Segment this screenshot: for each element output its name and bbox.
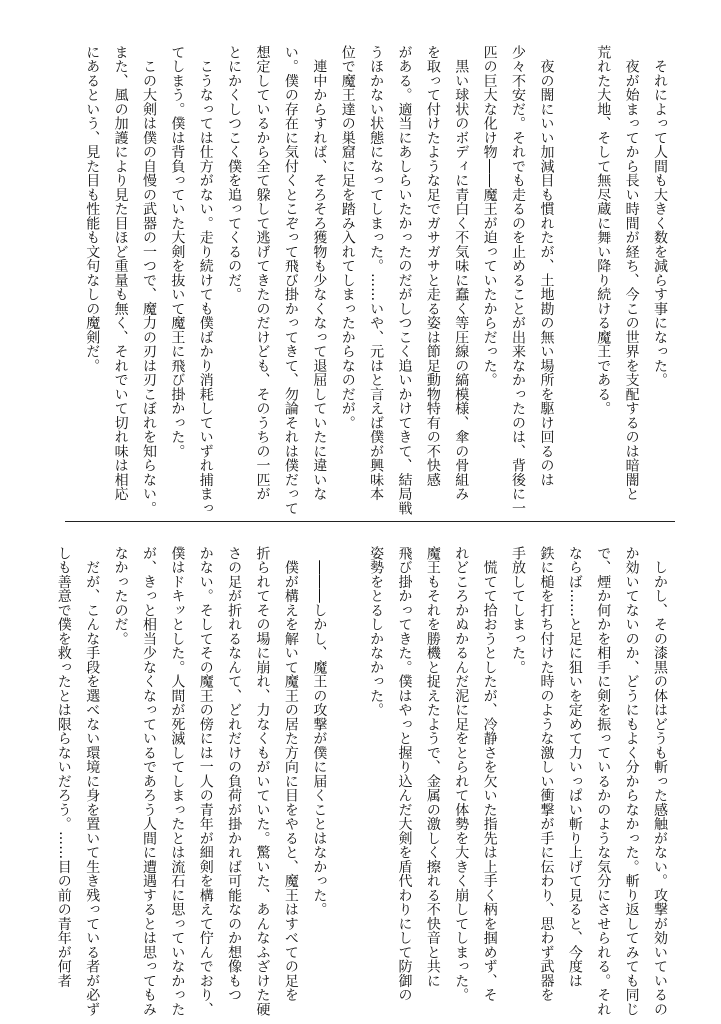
text-line: それによって人間も大きく数を減らす事になった。 (652, 45, 668, 387)
text-line: かない。そしてその魔王の傍には一人の青年が細剣を構えて佇んでおり、 (197, 546, 214, 1016)
section-divider (65, 521, 675, 522)
text-line: か効いてないのか、どうにもよく分からなかった。斬り返してみても同じ (623, 546, 640, 1016)
text-line: しかし、その漆黒の体はどうも斬った感触がない。攻撃が効いているの (652, 546, 668, 1016)
text-line: 僕はドキッとした。人間が死滅してしまったとは流石に思っていなかった (169, 546, 186, 1016)
text-line: い。僕の存在に気付くとこぞって飛び掛かってきて、勿論それは僕だって (282, 45, 299, 515)
text-line: 想定しているから全て躱して逃げてきたのだけども、そのうちの一匹が (254, 45, 271, 501)
text-line: で、煙か何かを相手に剣を振っているかのような気分にさせられる。それ (595, 546, 612, 1016)
text-line: 慌てて拾おうとしたが、冷静さを欠いた指先は上手く柄を掴めず、そ (481, 546, 498, 1002)
text-line: を取って付けたような足でガサガサと走る姿は節足動物特有の不快感 (424, 45, 441, 487)
text-line: 夜の闇にいい加減目も慣れたが、土地勘の無い場所を駆け回るのは (538, 45, 555, 487)
text-line: この大剣は僕の自慢の武器の一つで、魔力の刃は刃こぼれを知らない。 (140, 45, 157, 515)
text-line: が、きっと相当少なくなっているであろう人間に遭遇するとは思ってもみ (140, 546, 157, 1016)
text-line: てしまう。僕は背負っていた大剣を抜いて魔王に飛び掛かった。 (169, 45, 186, 459)
text-line: うほかない状態になってしまった。……いや、元はと言えば僕が興味本 (368, 45, 385, 501)
text-line: なかったのだ。 (112, 546, 129, 646)
blank-line (560, 45, 588, 515)
text-line: こうなっては仕方がない。走り続けても僕ばかり消耗していずれ捕まっ (197, 45, 214, 515)
text-line: しも善意で僕を救ったとは限らないだろう。……目の前の青年が何者 (55, 546, 72, 988)
text-line: れどころかぬかるんだ泥に足をとられて体勢を大きく崩してしまった。 (453, 546, 470, 1002)
blank-line (333, 546, 361, 1016)
text-line: 飛び掛かってきた。僕はやっと握り込んだ大剣を盾代わりにして防御の (396, 546, 413, 1002)
text-line: だが、こんな手段を選べない環境に身を置いて生き残っている者が必ず (84, 546, 101, 1016)
text-line: 折られてその場に崩れ、力なくもがいていた。驚いた、あんなふざけた硬 (254, 546, 271, 1016)
text-line: 魔王もそれを勝機と捉えたようで、金属の激しく擦れる不快音と共に (424, 546, 441, 988)
top-text-section (78, 45, 674, 515)
text-line: 僕が構えを解いて魔王の居た方向に目をやると、魔王はすべての足を (282, 546, 299, 1002)
text-line: また、風の加護により見た目ほど重量も無く、それでいて切れ味は相応 (112, 45, 129, 501)
text-line: さの足が折れるなんて、どれだけの負荷が掛かれば可能なのか想像もつ (226, 546, 243, 1002)
text-line: 手放してしまった。 (510, 546, 527, 675)
text-line: 荒れた大地、そして無尽蔵に舞い降り続ける魔王である。 (595, 45, 612, 416)
text-line: ―――しかし、魔王の攻撃が僕に届くことはなかった。 (311, 546, 328, 917)
text-line: 匹の巨大な化け物――魔王が迫っていたからだった。 (481, 45, 498, 387)
text-line: 少々不安だ。それでも走るのを止めることが出来なかったのは、背後に一 (510, 45, 527, 515)
text-line: ならば……と足に狙いを定めて力いっぱい斬り上げて見ると、今度は (566, 546, 583, 988)
text-line: 姿勢をとるしかなかった。 (368, 546, 385, 717)
bottom-text-section (49, 546, 674, 1016)
text-line: とにかくしつこく僕を追ってくるのだ。 (226, 45, 243, 302)
text-line: がある。適当にあしらいたかったのだがしつこく追いかけてきて、結局戦 (396, 45, 413, 515)
text-line: 夜が始まってから長い時間が経ち、今この世界を支配するのは暗闇と (623, 45, 640, 501)
text-line: 黒い球状のボディに青白く不気味に蠢く等圧線の縞模様、傘の骨組み (453, 45, 470, 501)
text-line: 連中からすれば、そろそろ獲物も少なくなって退屈していたに違いな (311, 45, 328, 501)
text-line: 鉄に槌を打ち付けた時のような激しい衝撃が手に伝わり、思わず武器を (538, 546, 555, 1002)
text-line: 位で魔王達の巣窟に足を踏み入れてしまったからなのだが。 (339, 45, 356, 430)
text-line: にあるという、見た目も性能も文句なしの魔剣だ。 (84, 45, 101, 373)
